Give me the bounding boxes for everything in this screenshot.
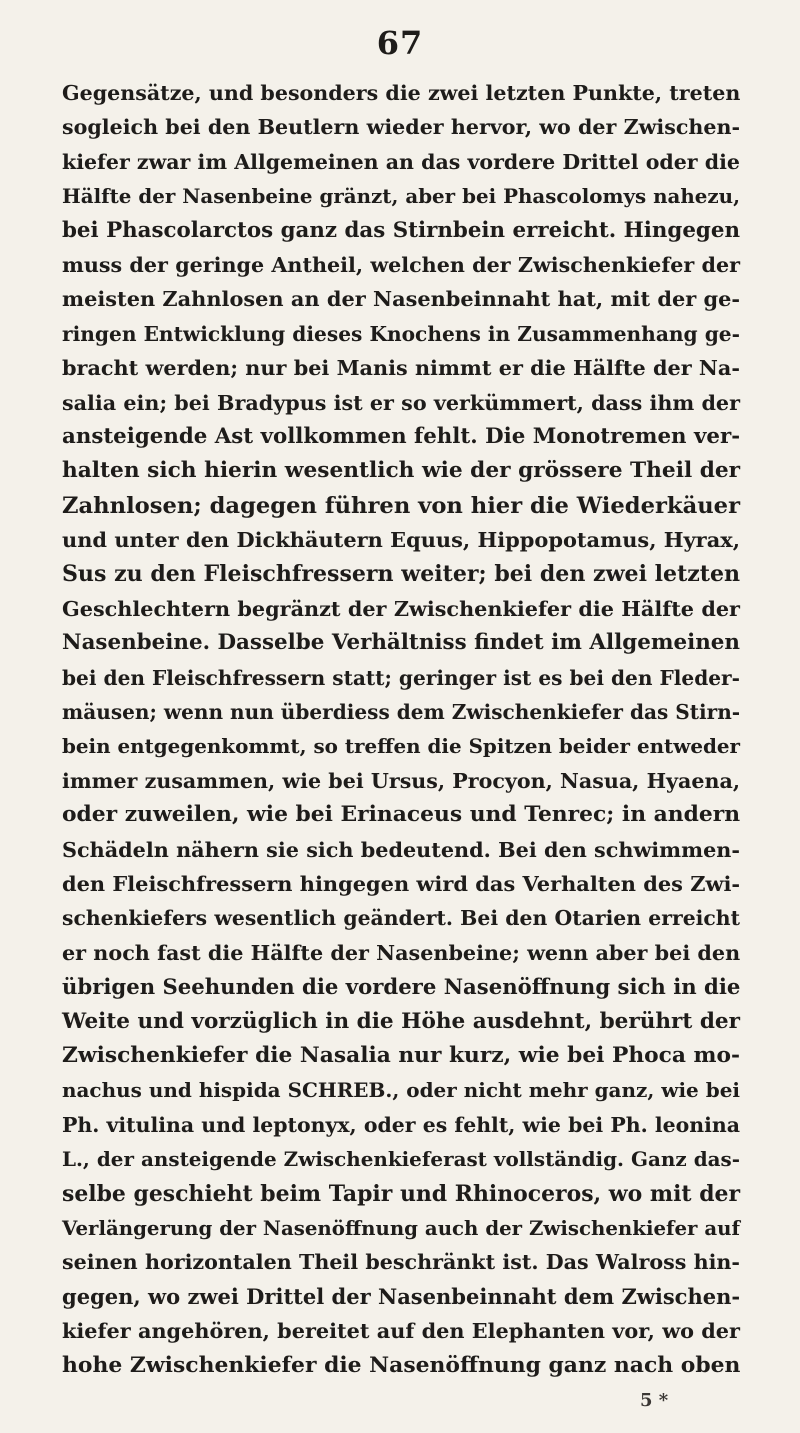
text-line: kiefer angehören, bereitet auf den Elephanten vor, wo der [62, 1318, 740, 1344]
text-line: übrigen Seehunden die vordere Nasenöffnung sich in die [62, 974, 741, 1000]
text-line: Ph. vitulina und leptonyx, oder es fehlt, wie bei Ph. leonina [62, 1112, 740, 1137]
text-line: bein entgegenkommt, so treffen die Spitzen beider entweder [62, 734, 740, 759]
text-line: gegen, wo zwei Drittel der Nasenbeinnaht dem Zwischen- [62, 1283, 741, 1309]
printer-signature-mark: 5 * [640, 1390, 669, 1411]
text-line: bracht werden; nur bei Manis nimmt er die Hälfte der Na- [62, 355, 740, 381]
text-line: immer zusammen, wie bei Ursus, Procyon, Nasua, Hyaena, [62, 768, 740, 793]
text-line: Hälfte der Nasenbeine gränzt, aber bei Phascolomys nahezu, [62, 184, 740, 209]
text-line: sogleich bei den Beutlern wieder hervor, wo der Zwischen- [62, 115, 740, 140]
text-line: ringen Entwicklung dieses Knochens in Zusammenhang ge- [62, 321, 740, 346]
text-line: Gegensätze, und besonders die zwei letzten Punkte, treten [62, 81, 741, 105]
text-line: Zahnlosen; dagegen führen von hier die Wiederkäuer [62, 492, 740, 519]
text-line: Sus zu den Fleischfressern weiter; bei den zwei letzten [62, 561, 741, 588]
text-line: bei den Fleischfressern statt; geringer ist es bei den Fleder- [62, 665, 740, 690]
text-line: muss der geringe Antheil, welchen der Zwischenkiefer der [62, 252, 740, 277]
text-line: und unter den Dickhäutern Equus, Hippopotamus, Hyrax, [62, 527, 740, 553]
text-line: Geschlechtern begränzt der Zwischenkiefer die Hälfte der [62, 595, 740, 621]
text-line: seinen horizontalen Theil beschränkt ist. Das Walross hin- [62, 1250, 740, 1275]
text-line: den Fleischfressern hingegen wird das Verhalten des Zwi- [62, 870, 741, 896]
text-line: bei Phascolarctos ganz das Stirnbein erreicht. Hingegen [62, 217, 740, 243]
text-line: Nasenbeine. Dasselbe Verhältniss findet im Allgemeinen [62, 630, 740, 656]
text-line: salia ein; bei Bradypus ist er so verkümmert, dass ihm der [62, 390, 740, 415]
text-line: halten sich hierin wesentlich wie der grössere Theil der [62, 458, 741, 484]
text-line: meisten Zahnlosen an der Nasenbeinnaht hat, mit der ge- [62, 286, 741, 312]
text-line: hohe Zwischenkiefer die Nasenöffnung ganz nach oben [62, 1352, 741, 1379]
text-line: Zwischenkiefer die Nasalia nur kurz, wie bei Phoca mo- [62, 1042, 741, 1068]
text-line: Schädeln nähern sie sich bedeutend. Bei den schwimmen- [62, 837, 740, 862]
page-number: 67 [376, 24, 424, 62]
text-line: nachus und hispida SCHREB., oder nicht mehr ganz, wie bei [62, 1078, 740, 1103]
text-line: selbe geschieht beim Tapir und Rhinoceros, wo mit der [62, 1180, 740, 1207]
text-line: er noch fast die Hälfte der Nasenbeine; wenn aber bei den [62, 940, 741, 965]
text-line: mäusen; wenn nun überdiess dem Zwischenkiefer das Stirn- [62, 700, 741, 725]
text-line: schenkiefers wesentlich geändert. Bei den Otarien erreicht [62, 906, 740, 931]
text-line: Verlängerung der Nasenöffnung auch der Zwischenkiefer auf [62, 1215, 740, 1240]
text-line: oder zuweilen, wie bei Erinaceus und Tenrec; in andern [62, 802, 741, 828]
text-line: L., der ansteigende Zwischenkieferast vollständig. Ganz das- [62, 1147, 740, 1172]
text-line: ansteigende Ast vollkommen fehlt. Die Monotremen ver- [62, 423, 741, 449]
text-line: Weite und vorzüglich in die Höhe ausdehnt, berührt der [62, 1008, 740, 1034]
text-line: kiefer zwar im Allgemeinen an das vordere Drittel oder die [62, 149, 740, 174]
body-text [62, 76, 740, 1383]
